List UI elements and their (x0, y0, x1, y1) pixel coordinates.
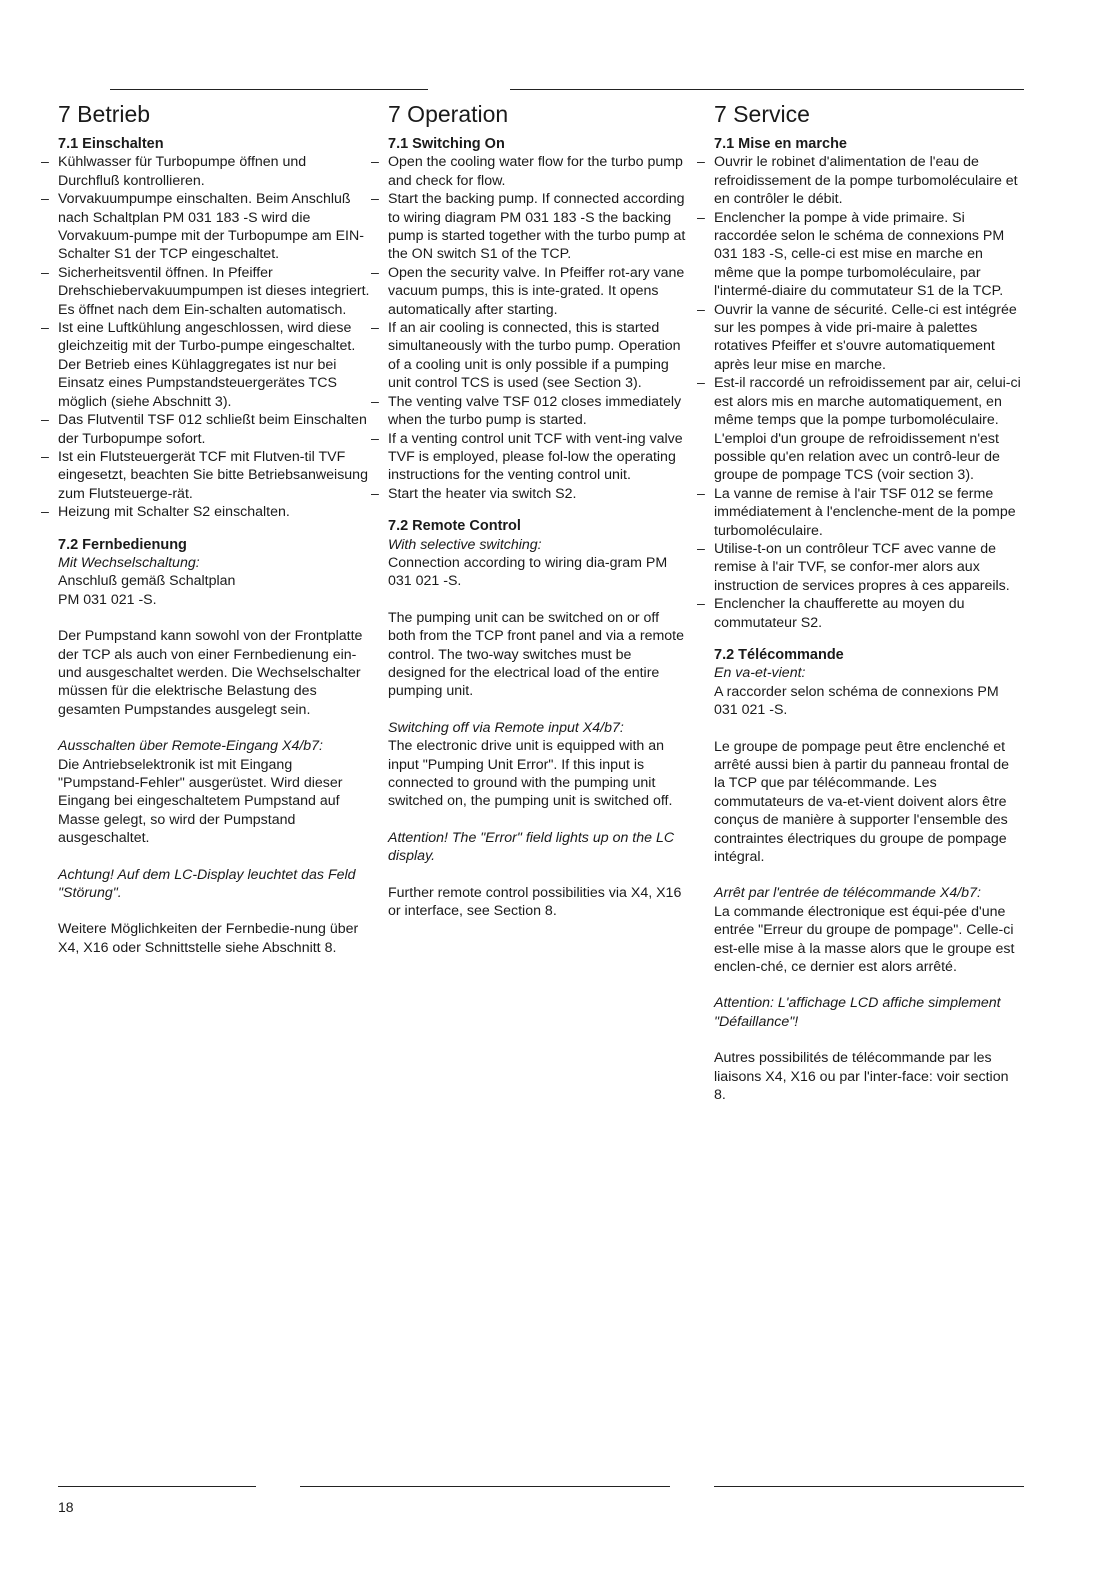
subtitle: En va-et-vient: (714, 665, 806, 682)
list-item: – Ist eine Luftkühlung angeschlossen, wird diese gleichzeitig mit der Turbo-pumpe eingeschaltet. Der Betrieb eines Kühlaggregates ist nur bei Einsatz eines Pumpstandsteuergerätes TCS möglich (siehe Abschnitt 3). (58, 319, 370, 411)
list-item: – Kühlwasser für Turbopumpe öffnen und Durchfluß kontrollieren. (58, 153, 370, 190)
step-list (58, 153, 370, 521)
subsection-heading: 7.1 Einschalten (58, 136, 164, 152)
page-number: 18 (58, 1499, 74, 1515)
connection-note: Anschluß gemäß Schaltplan PM 031 021 -S. (58, 573, 236, 608)
paragraph: Further remote control possibilities via X4, X16 or interface, see Section 8. (388, 884, 682, 920)
paragraph: Autres possibilités de télécommande par les liaisons X4, X16 ou par l'inter-face: voir section 8. (714, 1050, 1009, 1104)
paragraph: La commande électronique est équi-pée d'une entrée "Erreur du groupe de pompage". Celle-ci est-elle mise à la masse alors que le groupe est enclen-ché, ce dernier est alors arrêté. (714, 903, 1015, 976)
step-list (714, 153, 1022, 632)
top-rule-left (110, 89, 428, 90)
connection-note: Connection according to wiring dia-gram PM 031 021 -S. (388, 554, 668, 590)
bottom-rule-left (58, 1486, 256, 1487)
column-english (388, 100, 690, 938)
list-item: – Est-il raccordé un refroidissement par air, celui-ci est alors mis en marche automatiquement, en même temps que la pompe turbomoléculaire. L'emploi d'un groupe de refroidissement n'est possible qu'en relation avec un contrô-leur de groupe de pompage TCS (voir section 3). (714, 374, 1022, 484)
paragraph: Le groupe de pompage peut être enclenché et arrêté aussi bien à partir du panneau frontal de la TCP que par télécommande. Les commutateurs de va-et-vient doivent alors être conçus de manière à supporter l'ensemble des contraintes électriques du groupe de pompage intégral. (714, 738, 1009, 866)
list-item: – Ouvrir le robinet d'alimentation de l'eau de refroidissement de la pompe turbomoléculaire et en contrôler le débit. (714, 153, 1022, 208)
list-item: – Vorvakuumpumpe einschalten. Beim Anschluß nach Schaltplan PM 031 183 -S wird die Vorvakuum-pumpe mit der Turbopumpe am EIN-Schalter S1 der TCP eingeschaltet. (58, 190, 370, 264)
paragraph: The pumping unit can be switched on or off both from the TCP front panel and via a remote control. The two-way switches must be designed for the electrical load of the entire pumping unit. (388, 609, 685, 700)
paragraph: Weitere Möglichkeiten der Fernbedie-nung über X4, X16 oder Schnittstelle siehe Abschnitt 8. (58, 921, 359, 956)
list-item: – Sicherheitsventil öffnen. In Pfeiffer Drehschiebervakuumpumpen ist dieses integriert. Es öffnet nach dem Ein-schalten automatisch. (58, 264, 370, 319)
paragraph: The electronic drive unit is equipped with an input "Pumping Unit Error". If this input is connected to ground with the pumping unit switched on, the pumping unit is switched off. (388, 738, 673, 810)
list-item: – If a venting control unit TCF with vent-ing valve TVF is employed, please fol-low the operating instructions for the venting control unit. (388, 430, 690, 485)
subsection-heading: 7.2 Remote Control (388, 518, 521, 535)
step-list (388, 153, 690, 503)
list-item: – Das Flutventil TSF 012 schließt beim Einschalten der Turbopumpe sofort. (58, 411, 370, 448)
list-item: – La vanne de remise à l'air TSF 012 se ferme immédiatement à l'enclenche-ment de la pompe turbomoléculaire. (714, 485, 1022, 540)
list-item: – Enclencher la pompe à vide primaire. Si raccordée selon le schéma de connexions PM 031 183 -S, celle-ci est mise en marche en même que la pompe turbomoléculaire, par l'intermé-diaire du commutateur S1 de la TCP. (714, 209, 1022, 301)
paragraph: Der Pumpstand kann sowohl von der Frontplatte der TCP als auch von einer Fernbedienung ein- und ausgeschaltet werden. Die Wechselschalter müssen für die elektrische Belastung des gesamten Pumpstandes ausgelegt sein. (58, 628, 363, 718)
bottom-rule-right (714, 1486, 1024, 1487)
list-item: – Ouvrir la vanne de sécurité. Celle-ci est intégrée sur les pompes à vide pri-maire à palettes rotatives Pfeiffer et s'ouvre automatiquement après leur mise en marche. (714, 301, 1022, 375)
section-title: 7 Operation (388, 101, 509, 127)
list-item: – Ist ein Flutsteuergerät TCF mit Flutven-til TVF eingesetzt, beachten Sie bitte Betriebsanweisung zum Flutsteuerge-rät. (58, 448, 370, 503)
remote-input-heading: Ausschalten über Remote-Eingang X4/b7: (58, 738, 323, 755)
list-item: – Utilise-t-on un contrôleur TCF avec vanne de remise à l'air TVF, se confor-mer alors aux instruction de services propres à ces appareils. (714, 540, 1022, 595)
subsection-heading: 7.2 Télécommande (714, 646, 844, 663)
subsection-heading: 7.2 Fernbedienung (58, 536, 187, 553)
list-item: – Start the backing pump. If connected according to wiring diagram PM 031 183 -S the backing pump is started together with the turbo pump at the ON switch S1 of the TCP. (388, 190, 690, 264)
section-title: 7 Betrieb (58, 101, 151, 127)
list-item: – If an air cooling is connected, this is started simultaneously with the turbo pump. Operation of a cooling unit is only possible if a pumping unit control TCS is used (see Section 3). (388, 319, 690, 393)
subsection-heading: 7.1 Switching On (388, 136, 505, 152)
subtitle: With selective switching: (388, 536, 542, 553)
list-item: – The venting valve TSF 012 closes immediately when the turbo pump is started. (388, 393, 690, 430)
section-title: 7 Service (714, 101, 810, 127)
attention-note: Attention: L'affichage LCD affiche simplement "Défaillance"! (714, 995, 1001, 1030)
attention-note: Attention! The "Error" field lights up on the LC display. (388, 829, 675, 865)
attention-note: Achtung! Auf dem LC-Display leuchtet das Feld "Störung". (58, 866, 356, 902)
bottom-rule-middle (300, 1486, 670, 1487)
paragraph: Die Antriebselektronik ist mit Eingang "Pumpstand-Fehler" ausgerüstet. Wird dieser Eingang bei eingeschaltetem Pumpstand auf Masse gelegt, so wird der Pumpstand ausgeschaltet. (58, 756, 343, 847)
list-item: – Open the security valve. In Pfeiffer rot-ary vane vacuum pumps, this is inte-grated. It opens automatically after starting. (388, 264, 690, 319)
list-item: – Start the heater via switch S2. (388, 485, 690, 503)
column-german (58, 100, 370, 975)
column-french (714, 100, 1022, 1123)
remote-input-heading: Switching off via Remote input X4/b7: (388, 719, 624, 736)
top-rule-right (510, 89, 1024, 90)
list-item: – Enclencher la chaufferette au moyen du commutateur S2. (714, 595, 1022, 632)
subsection-heading: 7.1 Mise en marche (714, 136, 847, 152)
remote-input-heading: Arrêt par l'entrée de télécommande X4/b7: (714, 885, 981, 902)
list-item: – Open the cooling water flow for the turbo pump and check for flow. (388, 153, 690, 190)
subtitle: Mit Wechselschaltung: (58, 554, 200, 571)
connection-note: A raccorder selon schéma de connexions PM 031 021 -S. (714, 683, 999, 719)
list-item: – Heizung mit Schalter S2 einschalten. (58, 503, 370, 521)
